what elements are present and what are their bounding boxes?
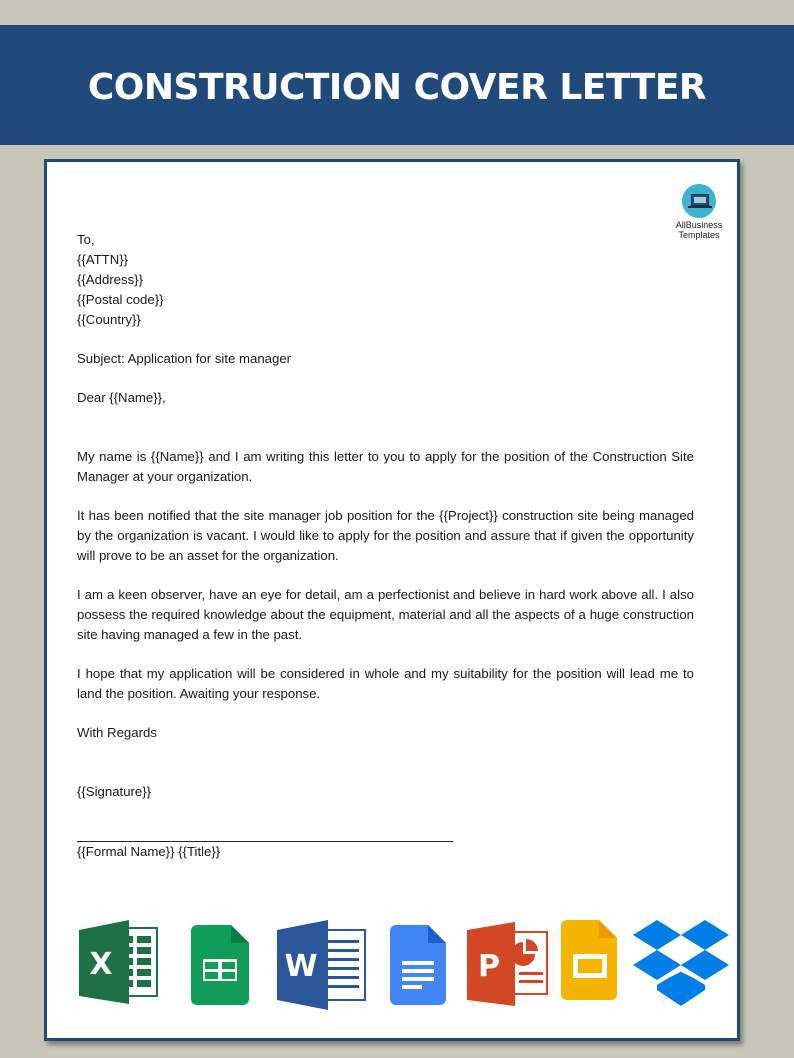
word-icon[interactable] [275,920,369,1010]
svg-text:X: X [89,947,113,982]
svg-text:W: W [284,949,318,984]
subject-line: Subject: Application for site manager [77,351,292,366]
app-icons-row [77,917,727,1007]
paragraph-1: My name is {{Name}} and I am writing this letter to you to apply for the position of the Construction Site Manager at your organization. [77,449,694,484]
paragraph-2: It has been notified that the site manager job position for the {{Project}} construction site being managed by the organization is vacant. I would like to apply for the position and assure that if given the opportunity will prove to be an asset for the organization. [77,508,694,563]
letter-page [44,159,740,1041]
recipient-country: {{Country}} [77,312,141,327]
formal-name-title: {{Formal Name}} {{Title}} [77,844,221,859]
signature: {{Signature}} [77,784,152,799]
powerpoint-icon[interactable] [465,922,551,1008]
recipient-postal-code: {{Postal code}} [77,292,164,307]
salutation: Dear {{Name}}, [77,390,166,405]
logo-line-1: AllBusiness [675,220,723,230]
recipient-address: {{Address}} [77,272,143,287]
header-banner [0,25,794,145]
google-docs-icon[interactable] [390,925,448,1005]
laptop-icon [682,184,716,218]
logo-line-2: Templates [678,230,720,240]
paragraph-3: I am a keen observer, have an eye for detail, am a perfectionist and believe in hard work above all. I also possess the required knowledge about the equipment, material and all the aspects of a huge construction site having managed a few in the past. [77,587,694,642]
recipient-to: To, [77,232,95,247]
excel-icon[interactable] [77,920,161,1004]
letter-body [77,230,694,862]
dropbox-icon[interactable] [633,920,729,1008]
paragraph-4: I hope that my application will be considered in whole and my suitability for the position will lead me to land the position. Awaiting your response. [77,666,694,701]
google-slides-icon[interactable] [561,920,619,1000]
page-title: CONSTRUCTION COVER LETTER [87,66,707,108]
recipient-attn: {{ATTN}} [77,252,129,267]
google-sheets-icon[interactable] [191,925,251,1005]
svg-text:P: P [478,949,500,984]
closing: With Regards [77,725,157,740]
